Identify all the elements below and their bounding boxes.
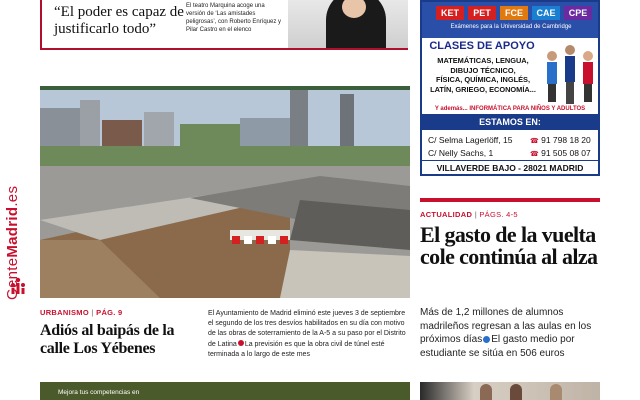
right-article-headline[interactable]: El gasto de la vuelta cole continúa al alza (420, 222, 598, 269)
academy-ad[interactable] (420, 0, 600, 176)
quote-caption: El teatro Marquina acoge una versión de ‘Las amistades peligrosas’, con Roberto Enríquez y Pilar Castro en el elenco (186, 3, 282, 33)
page-ref: PÁG. 9 (96, 308, 123, 317)
quote-text: “El poder es capaz de justificarlo todo” (54, 4, 184, 37)
section-label: ACTUALIDAD (420, 210, 473, 219)
ad-subtitle: Exámenes para la Universidad de Cambridge (450, 24, 572, 30)
exam-chip: PET (468, 6, 496, 20)
actress-photo (288, 0, 408, 48)
phone-icon: ☎ (530, 151, 539, 158)
ad-phone[interactable]: ☎ 91 505 08 07 (530, 148, 591, 158)
right-article-kicker[interactable]: ACTUALIDAD | PÁGS. 4-5 (420, 210, 518, 219)
phone-icon: ☎ (530, 138, 539, 145)
quote-teaser[interactable] (40, 0, 408, 50)
students-illustration (542, 40, 598, 110)
ad-title: CLASES DE APOYO (429, 40, 535, 52)
ad-subject-line: DIBUJO TÉCNICO, (450, 65, 516, 75)
bullet-dot-icon (238, 340, 244, 346)
exam-chip: KET (436, 6, 464, 20)
page-ref: PÁGS. 4-5 (479, 210, 518, 219)
ad-band: ESTAMOS EN: (422, 114, 598, 130)
exam-chip: FCE (500, 6, 528, 20)
roadworks-photo (40, 86, 410, 298)
left-article-body: El Ayuntamiento de Madrid eliminó este jueves 3 de septiembre el segundo de los tres desvíos habilitados en su día con motivo de las obras de soterramiento de la A-5 a su paso por el Distrito de Latina La previsión es que la obra civil de túnel esté terminada a lo largo de este mes (208, 310, 406, 358)
ad-subject-line: MATEMÁTICAS, LENGUA, (437, 56, 529, 65)
left-article-headline[interactable]: Adiós al baipás de la calle Los Yébenes (40, 322, 175, 357)
left-article-kicker[interactable]: URBANISMO | PÁG. 9 (40, 308, 123, 317)
bottom-photo (420, 382, 600, 400)
ad-address: C/ Nelly Sachs, 1 (428, 148, 494, 158)
ad-subject-line: FÍSICA, QUÍMICA, INGLÉS, (435, 75, 531, 85)
section-rule (420, 198, 600, 202)
bottom-promo-banner[interactable] (40, 382, 410, 400)
ad-header (422, 2, 598, 38)
ad-location: VILLAVERDE BAJO - 28021 MADRID (422, 160, 598, 176)
exam-chip: CPE (564, 6, 592, 20)
ad-address: C/ Selma Lagerlöff, 15 (428, 135, 513, 145)
exam-chip: CAE (532, 6, 560, 20)
brand-logo-text[interactable]: GenteMadrid.es (4, 185, 21, 300)
right-article-body: Más de 1,2 millones de alumnos madrileños regresan a las aulas en los próximos días El gasto medio por estudiante se sitúa en 506 euros (420, 307, 592, 359)
ad-subjects (424, 56, 542, 94)
ad-phone[interactable]: ☎ 91 798 18 20 (530, 135, 591, 145)
section-label: URBANISMO (40, 308, 89, 317)
bullet-dot-icon (483, 336, 490, 343)
ad-subject-line: LATÍN, GRIEGO, ECONOMÍA... (430, 84, 536, 94)
banner-text: Mejora tus competencias en (58, 389, 140, 396)
brand-strip (0, 0, 36, 400)
ad-extra: Y además... INFORMÁTICA PARA NIÑOS Y ADULTOS (434, 106, 586, 112)
